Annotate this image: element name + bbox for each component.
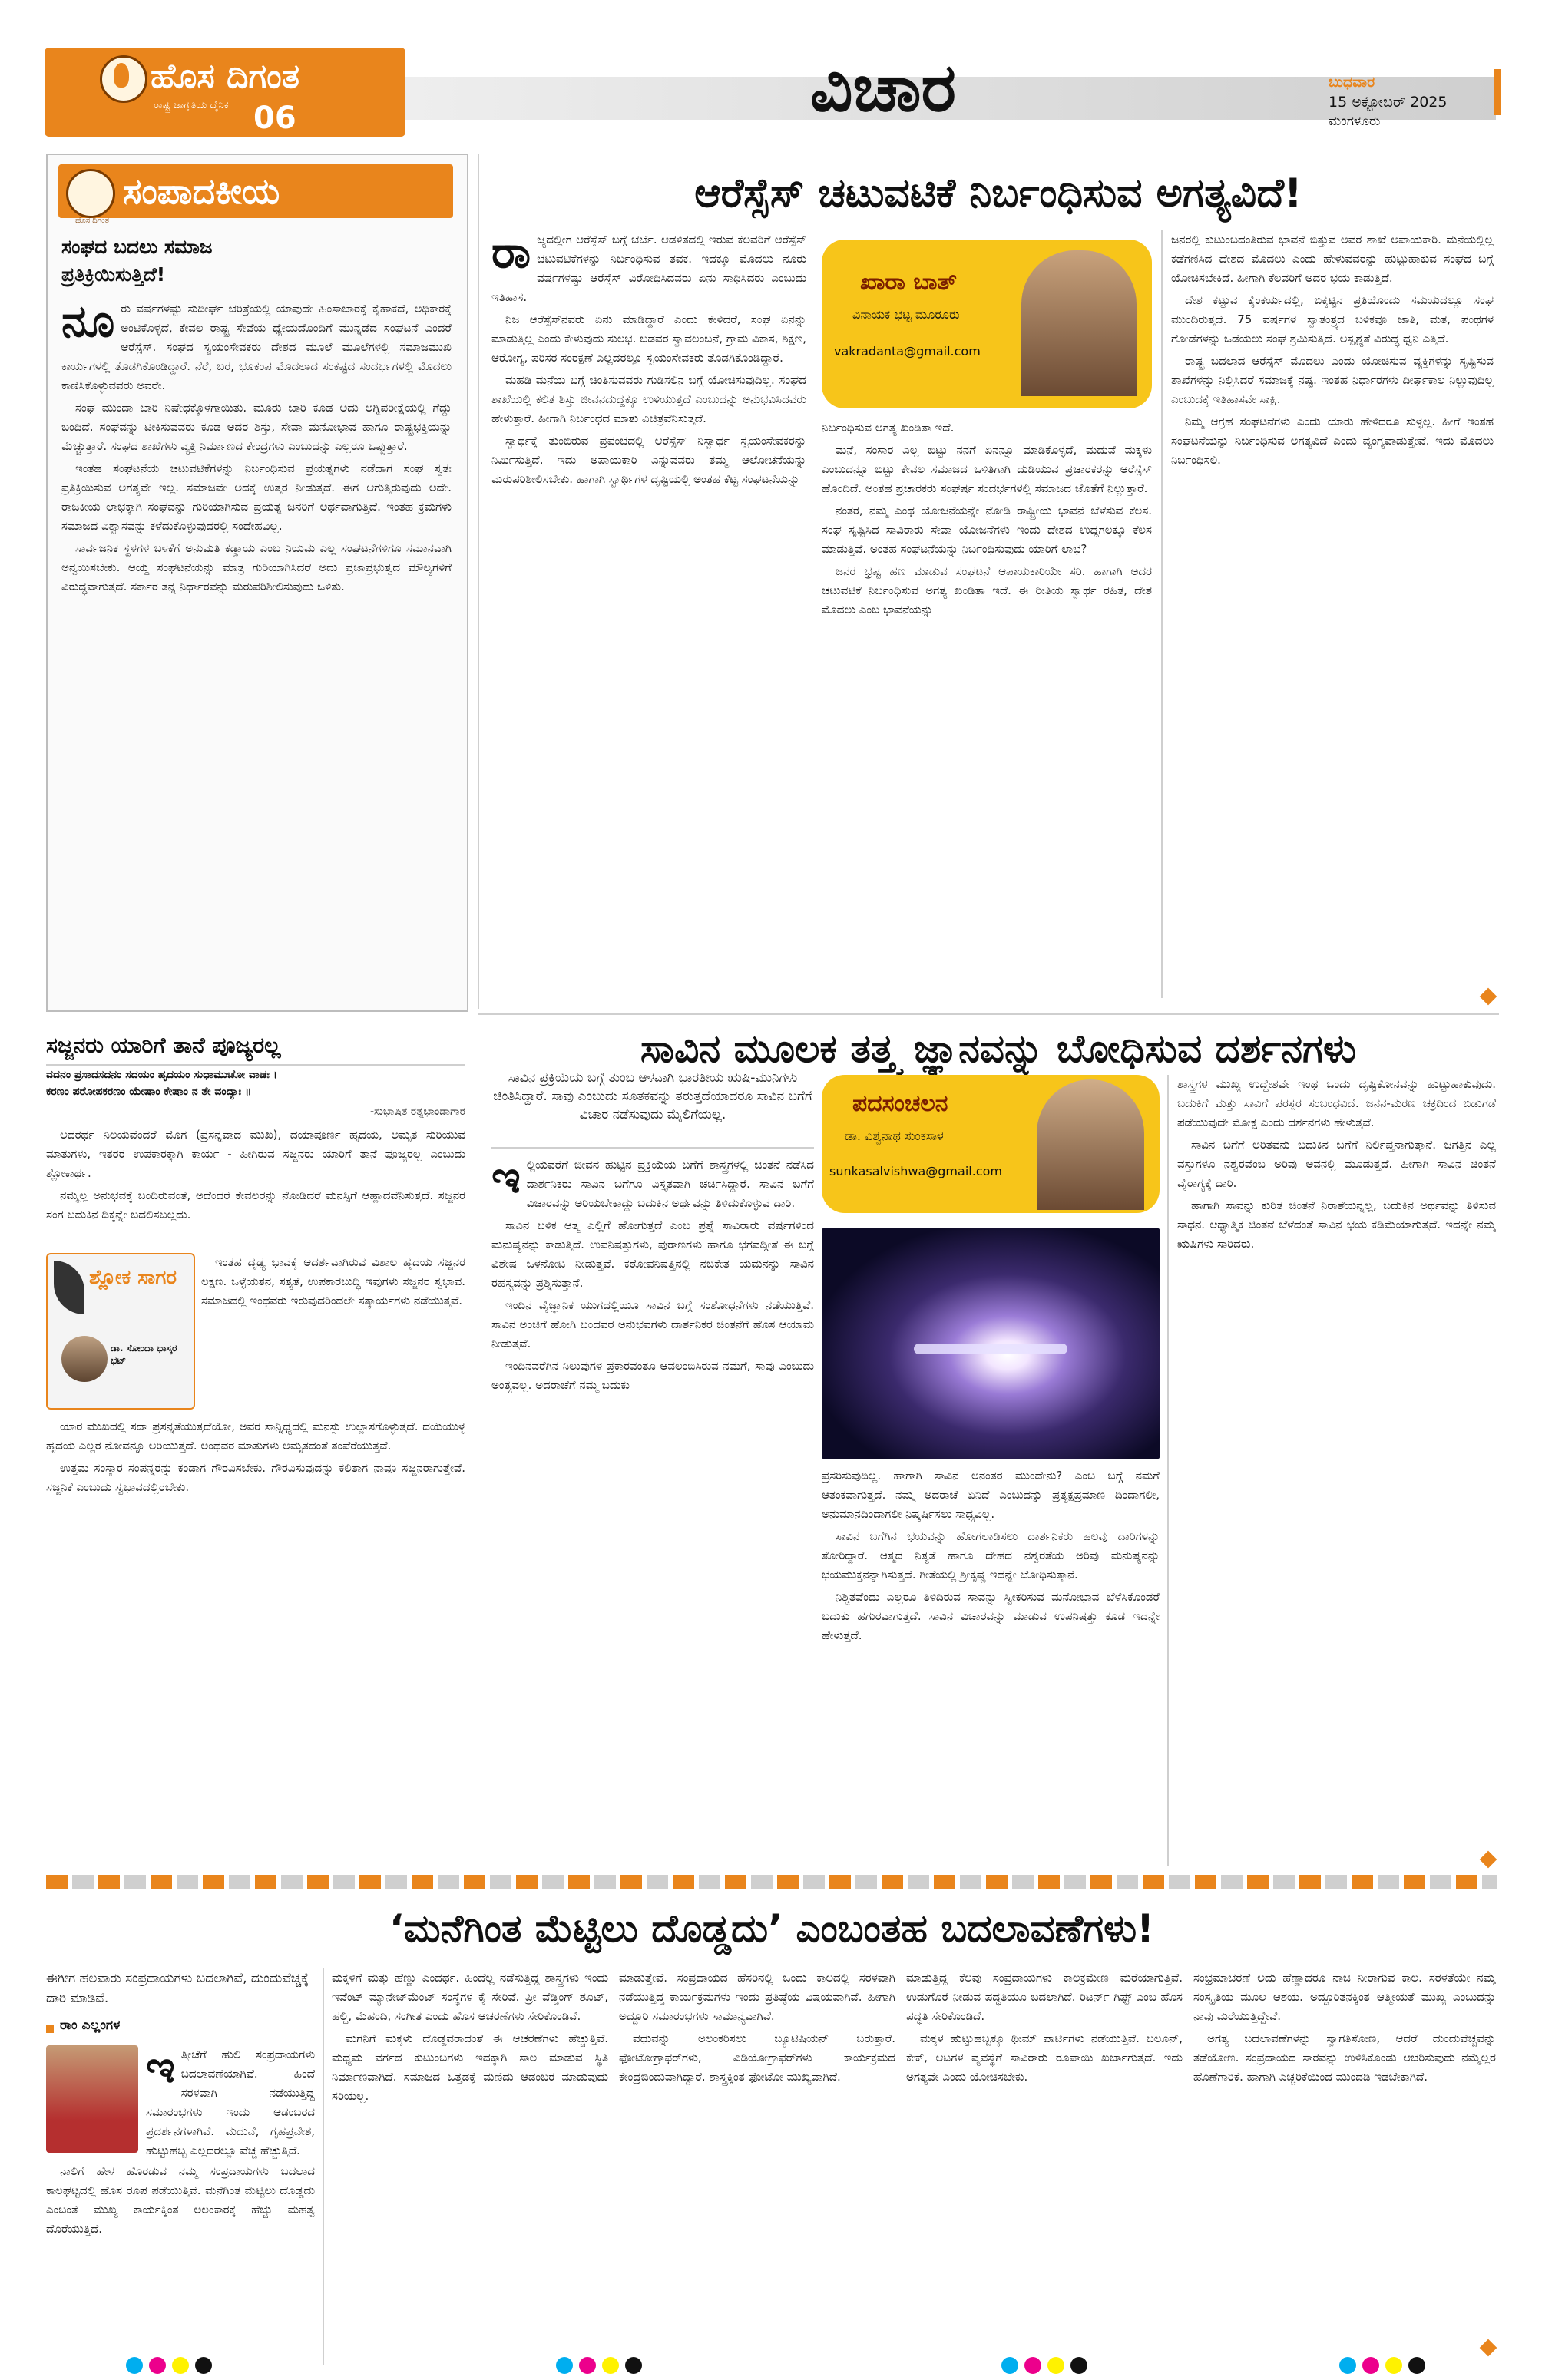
shloka-title: ಸಜ್ಜನರು ಯಾರಿಗೆ ತಾನೆ ಪೂಜ್ಯರಲ್ಲ	[46, 1033, 281, 1058]
second-paragraph: ಶಾಸ್ತ್ರಗಳ ಮುಖ್ಯ ಉದ್ದೇಶವೇ ಇಂಥ ಒಂದು ದೃಷ್ಟಿಕೋನವನ್ನು ಹುಟ್ಟುಹಾಕುವುದು. ಬದುಕಿಗೆ ಮತ್ತು ಸಾವಿಗೆ ಪರಸ್ಪರ ಸಂಬಂಧವಿದೆ. ಜನನ-ಮರಣ ಚಕ್ರದಿಂದ ಬಿಡುಗಡೆ ಪಡೆಯುವುದೇ ಮೋಕ್ಷ ಎಂದು ದರ್ಶನಗಳು ಹೇಳುತ್ತವೆ.	[1177, 1077, 1496, 1129]
brand-name: ಹೊಸ ದಿಗಂತ	[151, 57, 300, 96]
page-number: 06	[253, 101, 296, 136]
bottom-col-1	[46, 2162, 315, 2365]
lead-paragraph: ನಿಮ್ಮ ಆಗ್ರಹ ಸಂಘಟನೆಗಳು ಎಂದು ಯಾರು ಹೇಳಿದರೂ ಸುಳ್ಳಲ್ಲ. ಹೀಗೆ ಇಂತಹ ಸಂಘಟನೆಯನ್ನು ನಿರ್ಬಂಧಿಸುವ ಅಗತ್ಯವಿದೆ ಎಂದು ವ್ಯಂಗ್ಯವಾಡುತ್ತೇವೆ. ಇದು ಮೊದಲು ನಿರ್ಬಂಧಿಸಲಿ.	[1171, 415, 1494, 467]
bottom-paragraph: ಅಗತ್ಯ ಬದಲಾವಣೆಗಳನ್ನು ಸ್ವಾಗತಿಸೋಣ, ಆದರೆ ದುಂದುವೆಚ್ಚವನ್ನು ತಡೆಯೋಣ. ಸಂಪ್ರದಾಯದ ಸಾರವನ್ನು ಉಳಿಸಿಕೊಂಡು ಆಚರಿಸುವುದು ನಮ್ಮೆಲ್ಲರ ಹೊಣೆಗಾರಿಕೆ. ಹಾಗಾಗಿ ಎಚ್ಚರಿಕೆಯಿಂದ ಮುಂದಡಿ ಇಡಬೇಕಾಗಿದೆ.	[1193, 2031, 1496, 2084]
lead-paragraph: ನಿರ್ಬಂಧಿಸುವ ಅಗತ್ಯ ಖಂಡಿತಾ ಇದೆ.	[822, 421, 955, 435]
second-col-1	[491, 1155, 814, 1866]
lead-paragraph: ನಿಜ ಆರೆಸ್ಸೆಸ್‌ನವರು ಏನು ಮಾಡಿದ್ದಾರೆ ಎಂದು ಕೇಳಿದರೆ, ಸಂಘ ಏನನ್ನು ಮಾಡುತ್ತಿಲ್ಲ ಎಂದು ಕೇಳುವುದು ಸುಲಭ. ಬಡವರ ಸ್ವಾವಲಂಬನೆ, ಗ್ರಾಮ ವಿಕಾಸ, ಶಿಕ್ಷಣ, ಆರೋಗ್ಯ, ಪರಿಸರ ಸಂರಕ್ಷಣೆ ಎಲ್ಲದರಲ್ಲೂ ಸ್ವಯಂಸೇವಕರು ತೊಡಗಿಕೊಂಡಿದ್ದಾರೆ.	[491, 312, 806, 365]
shloka-author: ಡಾ. ಸೋಂದಾ ಭಾಸ್ಕರ ಭಟ್	[111, 1343, 177, 1366]
bottom-paragraph: ಮಕ್ಕಳ ಹುಟ್ಟುಹಬ್ಬಕ್ಕೂ ಥೀಮ್ ಪಾರ್ಟಿಗಳು ನಡೆಯುತ್ತಿವೆ. ಬಲೂನ್, ಕೇಕ್, ಆಟಗಳ ವ್ಯವಸ್ಥೆಗೆ ಸಾವಿರಾರು ರೂಪಾಯಿ ಖರ್ಚಾಗುತ್ತದೆ. ಇದು ಅಗತ್ಯವೇ ಎಂದು ಯೋಚಿಸಬೇಕು.	[906, 2031, 1183, 2084]
yellow-dot	[602, 2357, 619, 2374]
editorial-logo-icon	[66, 169, 115, 218]
magenta-dot	[579, 2357, 596, 2374]
shloka-paragraph: ಉತ್ತಮ ಸಂಸ್ಕಾರ ಸಂಪನ್ನರನ್ನು ಕಂಡಾಗ ಗೌರವಿಸಬೇಕು. ಗೌರವಿಸುವುದನ್ನು ಕಲಿತಾಗ ನಾವೂ ಸಜ್ಜನರಾಗುತ್ತೇವೆ. ಸಜ್ಜನಿಕೆ ಎಂಬುದು ಸ್ವಭಾವದಲ್ಲಿರಬೇಕು.	[46, 1461, 465, 1494]
shloka-source: -ಸುಭಾಷಿತ ರತ್ನಭಾಂಡಾಗಾರ	[369, 1106, 465, 1118]
columnist-name: ಡಾ. ವಿಶ್ವನಾಥ ಸುಂಕಸಾಳ	[845, 1129, 944, 1143]
bottom-headline: ‘ಮನೆಗಿಂತ ಮೆಟ್ಟಿಲು ದೊಡ್ಡದು’ ಎಂಬಂತಹ ಬದಲಾವಣೆಗಳು!	[389, 1906, 1154, 1951]
second-deck: ಸಾವಿನ ಪ್ರಕ್ರಿಯೆಯ ಬಗ್ಗೆ ತುಂಬ ಆಳವಾಗಿ ಭಾರತೀಯ ಋಷಿ-ಮುನಿಗಳು ಚಿಂತಿಸಿದ್ದಾರೆ. ಸಾವು ಎಂಬುದು ಸೂತಕವನ್ನು ತರುತ್ತದೆಯಾದರೂ ಸಾವಿನ ಬಗೆಗೆ ವಿಚಾರ ನಡೆಸುವುದು ಮೈಲಿಗೆಯಲ್ಲ.	[493, 1070, 812, 1122]
yellow-dot	[1385, 2357, 1402, 2374]
cyan-dot	[1339, 2357, 1356, 2374]
editorial-label: ಸಂಪಾದಕೀಯ	[123, 170, 280, 212]
editorial-paragraph: ಸಾರ್ವಜನಿಕ ಸ್ಥಳಗಳ ಬಳಕೆಗೆ ಅನುಮತಿ ಕಡ್ಡಾಯ ಎಂಬ ನಿಯಮ ಎಲ್ಲ ಸಂಘಟನೆಗಳಿಗೂ ಸಮಾನವಾಗಿ ಅನ್ವಯಿಸಬೇಕು. ಆಯ್ದ ಸಂಘಟನೆಯನ್ನು ಮಾತ್ರ ಗುರಿಯಾಗಿಸಿದರೆ ಅದು ಪ್ರಜಾಪ್ರಭುತ್ವದ ಮೌಲ್ಯಗಳಿಗೆ ವಿರುದ್ಧವಾಗುತ್ತದೆ. ಸರ್ಕಾರ ತನ್ನ ನಿರ್ಧಾರವನ್ನು ಮರುಪರಿಶೀಲಿಸುವುದು ಒಳಿತು.	[61, 541, 452, 593]
lead-col-3	[1171, 230, 1494, 998]
bottom-col-3	[619, 1968, 895, 2365]
bottom-paragraph: ಮಕ್ಕಳಿಗೆ ಮತ್ತು ಹೆಣ್ಣು ಎಂದರ್ಥ. ಹಿಂದೆಲ್ಲ ನಡೆಸುತ್ತಿದ್ದ ಶಾಸ್ತ್ರಗಳು ಇಂದು ಇವೆಂಟ್ ಮ್ಯಾನೇಜ್‌ಮೆಂಟ್ ಸಂಸ್ಥೆಗಳ ಕೈ ಸೇರಿವೆ. ಪ್ರೀ ವೆಡ್ಡಿಂಗ್ ಶೂಟ್, ಹಲ್ದಿ, ಮೆಹಂದಿ, ಸಂಗೀತ ಎಂದು ಹೊಸ ಆಚರಣೆಗಳು ಸೇರಿಕೊಂಡಿವೆ.	[332, 1971, 608, 2023]
lead-paragraph: ಜನರ ಭ್ರಷ್ಟ ಹಣ ಮಾಡುವ ಸಂಘಟನೆ ಆಪಾಯಕಾರಿಯೇ ಸರಿ. ಹಾಗಾಗಿ ಅದರ ಚಟುವಟಿಕೆ ನಿರ್ಬಂಧಿಸುವ ಅಗತ್ಯ ಖಂಡಿತಾ ಇದೆ. ಈ ರೀತಿಯ ಸ್ವಾರ್ಥ ರಹಿತ, ದೇಶ ಮೊದಲು ಎಂಬ ಭಾವನೆಯನ್ನು	[822, 564, 1152, 616]
lead-paragraph: ಸ್ವಾರ್ಥಕ್ಕೆ ತುಂಬಿರುವ ಪ್ರಪಂಚದಲ್ಲಿ ಆರೆಸ್ಸೆಸ್ ನಿಸ್ವಾರ್ಥ ಸ್ವಯಂಸೇವಕರನ್ನು ನಿರ್ಮಿಸುತ್ತಿದೆ. ಇದು ಅಪಾಯಕಾರಿ ಎನ್ನುವವರು ತಮ್ಮ ಆಲೋಚನೆಯನ್ನು ಮರುಪರಿಶೀಲಿಸಬೇಕು. ಹಾಗಾಗಿ ಸ್ವಾರ್ಥಿಗಳ ದೃಷ್ಟಿಯಲ್ಲಿ ಅಂತಹ ಕೆಟ್ಟ ಸಂಘಟನೆಯನ್ನು	[491, 434, 806, 486]
bottom-divider-bar	[46, 1875, 1497, 1889]
bottom-col-1-side	[146, 2045, 315, 2160]
second-paragraph: ಇಂದಿನವರೆಗಿನ ನಿಲುವುಗಳ ಪ್ರಕಾರವಂತೂ ಆವಲಂಬಿಸಿರುವ ನಮಗೆ, ಸಾವು ಎಂಬುದು ಅಂತ್ಯವಲ್ಲ. ಅದರಾಚೆಗೆ ನಮ್ಮ ಬದುಕು	[491, 1359, 814, 1392]
shloka-paragraph: ಯಾರ ಮುಖದಲ್ಲಿ ಸದಾ ಪ್ರಸನ್ನತೆಯುತ್ತದೆಯೋ, ಅವರ ಸಾನ್ನಿಧ್ಯದಲ್ಲಿ ಮನಸ್ಸು ಉಲ್ಲಾಸಗೊಳ್ಳುತ್ತದೆ. ದಯೆಯುಳ್ಳ ಹೃದಯ ಎಲ್ಲರ ನೋವನ್ನೂ ಅರಿಯುತ್ತದೆ. ಅಂಥವರ ಮಾತುಗಳು ಅಮೃತದಂತೆ ತಂಪೆರೆಯುತ್ತವೆ.	[46, 1420, 465, 1453]
columnist-email: sunkasalvishwa@gmail.com	[829, 1164, 1002, 1178]
bottom-paragraph: ವಧುವನ್ನು ಅಲಂಕರಿಸಲು ಬ್ಯೂಟಿಷಿಯನ್ ಬರುತ್ತಾರೆ. ಫೋಟೋಗ್ರಾಫರ್‌ಗಳು, ವಿಡಿಯೋಗ್ರಾಫರ್‌ಗಳು ಕಾರ್ಯಕ್ರಮದ ಕೇಂದ್ರಬಿಂದುವಾಗಿದ್ದಾರೆ. ಶಾಸ್ತ್ರಕ್ಕಿಂತ ಫೋಟೋ ಮುಖ್ಯವಾಗಿದೆ.	[619, 2031, 895, 2084]
lead-dropcap: ರಾ	[491, 230, 531, 278]
registration-marks	[998, 2357, 1152, 2377]
lead-paragraph: ನಂತರ, ನಮ್ಮ ಎಂಥ ಯೋಜನೆಯನ್ನೇ ನೋಡಿ ರಾಷ್ಟ್ರೀಯ ಭಾವನೆ ಬೆಳೆಸುವ ಕೆಲಸ. ಸಂಘ ಸೃಷ್ಟಿಸಿದ ಸಾವಿರಾರು ಸೇವಾ ಯೋಜನೆಗಳು ಇಂದು ದೇಶದ ಉದ್ದಗಲಕ್ಕೂ ಕೆಲಸ ಮಾಡುತ್ತಿವೆ. ಅಂತಹ ಸಂಘಟನೆಯನ್ನು ನಿರ್ಬಂಧಿಸುವುದು ಯಾರಿಗೆ ಲಾಭ?	[822, 504, 1152, 556]
bottom-paragraph: ತ್ತೀಚೆಗೆ ಹುಲಿ ಸಂಪ್ರದಾಯಗಳು ಬದಲಾವಣೆಯಾಗಿವೆ. ಹಿಂದೆ ಸರಳವಾಗಿ ನಡೆಯುತ್ತಿದ್ದ ಸಮಾರಂಭಗಳು ಇಂದು ಆಡಂಬರದ ಪ್ರದರ್ಶನಗಳಾಗಿವೆ. ಮದುವೆ, ಗೃಹಪ್ರವೇಶ, ಹುಟ್ಟುಹಬ್ಬ ಎಲ್ಲದರಲ್ಲೂ ವೆಚ್ಚ ಹೆಚ್ಚುತ್ತಿದೆ.	[146, 2048, 315, 2157]
magenta-dot	[1362, 2357, 1379, 2374]
registration-marks	[553, 2357, 706, 2377]
bottom-paragraph: ಮಾಡುತ್ತಿದ್ದ ಕೆಲವು ಸಂಪ್ರದಾಯಗಳು ಕಾಲಕ್ರಮೇಣ ಮರೆಯಾಗುತ್ತಿವೆ. ಉಡುಗೊರೆ ನೀಡುವ ಪದ್ಧತಿಯೂ ಬದಲಾಗಿದೆ. ರಿಟರ್ನ್ ಗಿಫ್ಟ್ ಎಂಬ ಹೊಸ ಪದ್ಧತಿ ಸೇರಿಕೊಂಡಿದೆ.	[906, 1971, 1183, 2023]
bottom-paragraph: ನಾಲಿಗೆ ಹೇಳ ಹೊರಡುವ ನಮ್ಮ ಸಂಪ್ರದಾಯಗಳು ಬದಲಾದ ಕಾಲಘಟ್ಟದಲ್ಲಿ ಹೊಸ ರೂಪ ಪಡೆಯುತ್ತಿವೆ. ಮನೆಗಿಂತ ಮೆಟ್ಟಿಲು ದೊಡ್ಡದು ಎಂಬಂತೆ ಮುಖ್ಯ ಕಾರ್ಯಕ್ಕಿಂತ ಅಲಂಕಾರಕ್ಕೆ ಹೆಚ್ಚು ಮಹತ್ವ ದೊರೆಯುತ್ತಿದೆ.	[46, 2164, 315, 2236]
divider	[478, 154, 479, 1009]
editorial-logo-caption: ಹೊಸ ದಿಗಂತ	[75, 217, 109, 225]
bottom-col-4	[906, 1968, 1183, 2365]
second-dropcap: ಇ	[491, 1155, 521, 1203]
black-dot	[1408, 2357, 1425, 2374]
bottom-dropcap: ಇ	[146, 2045, 175, 2093]
lead-paragraph: ರಾಷ್ಟ್ರ ಬದಲಾದ ಆರೆಸ್ಸೆಸ್ ಮೊದಲು ಎಂದು ಯೋಚಿಸುವ ವ್ಯಕ್ತಿಗಳನ್ನು ಸೃಷ್ಟಿಸುವ ಶಾಖೆಗಳನ್ನು ನಿಲ್ಲಿಸಿದರೆ ಸಮಾಜಕ್ಕೆ ನಷ್ಟ. ಇಂತಹ ನಿರ್ಧಾರಗಳು ದೀರ್ಘಕಾಲ ನಿಲ್ಲುವುದಿಲ್ಲ ಎಂಬುದಕ್ಕೆ ಇತಿಹಾಸವೇ ಸಾಕ್ಷಿ.	[1171, 354, 1494, 406]
bottom-author-avatar	[46, 2045, 138, 2153]
shloka-side-text	[201, 1253, 465, 1411]
bottom-author: ರಾಂ ಎಲ್ಲಂಗಳ	[60, 2018, 121, 2033]
shloka-paragraph: ಅದರರ್ಥ ನಿಲಯವೆಂದರೆ ಮೊಗ (ಪ್ರಸನ್ನವಾದ ಮುಖ), ದಯಾಪೂರ್ಣ ಹೃದಯ, ಅಮೃತ ಸುರಿಯುವ ಮಾತುಗಳು, ಇತರರ ಉಪಕಾರಕ್ಕಾಗಿ ಕಾರ್ಯ - ಹೀಗಿರುವ ಸಜ್ಜನರು ಯಾರಿಗೆ ತಾನೆ ಪೂಜ್ಯರಲ್ಲ ಎಂಬುದು ಶ್ಲೋಕಾರ್ಥ.	[46, 1128, 465, 1180]
divider	[1167, 1075, 1169, 1866]
second-paragraph: ಸಾವಿನ ಬಗೆಗೆ ಅರಿತವನು ಬದುಕಿನ ಬಗೆಗೆ ನಿರ್ಲಿಪ್ತನಾಗುತ್ತಾನೆ. ಜಗತ್ತಿನ ಎಲ್ಲ ವಸ್ತುಗಳೂ ನಶ್ವರವೆಂಬ ಅರಿವು ಅವನಲ್ಲಿ ಮೂಡುತ್ತದೆ. ಹೀಗಾಗಿ ಸಾವಿನ ಚಿಂತನೆ ವೈರಾಗ್ಯಕ್ಕೆ ದಾರಿ.	[1177, 1138, 1496, 1190]
editorial-title: ಸಂಘದ ಬದಲು ಸಮಾಜ ಪ್ರತಿಕ್ರಿಯಿಸುತ್ತಿದೆ!	[61, 236, 213, 286]
divider	[323, 1968, 324, 2365]
lead-col-1	[491, 230, 806, 998]
shloka-author-avatar	[61, 1336, 108, 1382]
magenta-dot	[1024, 2357, 1041, 2374]
magenta-dot	[149, 2357, 166, 2374]
editorial-body	[61, 299, 452, 998]
editorial-paragraph: ಇಂತಹ ಸಂಘಟನೆಯ ಚಟುವಟಿಕೆಗಳನ್ನು ನಿರ್ಬಂಧಿಸುವ ಪ್ರಯತ್ನಗಳು ನಡೆದಾಗ ಸಂಘ ಸ್ವತಃ ಪ್ರತಿಕ್ರಿಯಿಸುವ ಅಗತ್ಯವೇ ಇಲ್ಲ. ಸಮಾಜವೇ ಅದಕ್ಕೆ ಉತ್ತರ ನೀಡುತ್ತದೆ. ಈಗ ಆಗುತ್ತಿರುವುದು ಅದೇ. ರಾಜಕೀಯ ಲಾಭಕ್ಕಾಗಿ ಸಂಘವನ್ನು ಗುರಿಯಾಗಿಸುವ ಪ್ರಯತ್ನ ಜನರಿಗೆ ಅರ್ಥವಾಗುತ್ತಿದೆ. ಇಂತಹ ಕ್ರಮಗಳು ಸಮಾಜದ ವಿಶ್ವಾಸವನ್ನು ಕಳೆದುಕೊಳ್ಳುವುದರಲ್ಲಿ ಸಂದೇಹವಿಲ್ಲ.	[61, 461, 452, 533]
lead-paragraph: ಜ್ಯದಲ್ಲೀಗ ಆರೆಸ್ಸೆಸ್ ಬಗ್ಗೆ ಚರ್ಚೆ. ಆಡಳಿತದಲ್ಲಿ ಇರುವ ಕೆಲವರಿಗೆ ಆರೆಸ್ಸೆಸ್ ಚಟುವಟಿಕೆಗಳನ್ನು ನಿರ್ಬಂಧಿಸುವ ತವಕ. ಇದಕ್ಕೂ ಮೊದಲು ನೂರು ವರ್ಷಗಳಷ್ಟು ಆರೆಸ್ಸೆಸ್ ವಿರೋಧಿಸಿದವರು ಏನು ಸಾಧಿಸಿದರು ಎಂಬುದು ಇತಿಹಾಸ.	[491, 233, 806, 304]
bottom-col-5	[1193, 1968, 1496, 2365]
date-full: 15 ಅಕ್ಟೋಬರ್ 2025	[1329, 94, 1448, 111]
brand-tagline: ರಾಷ್ಟ್ರ ಜಾಗೃತಿಯ ದೈನಿಕ	[154, 100, 229, 111]
columnist-avatar	[1021, 250, 1137, 396]
yellow-dot	[172, 2357, 189, 2374]
shloka-body	[46, 1417, 465, 1870]
second-col-2	[822, 1466, 1160, 1866]
section-title: ವಿಚಾರ	[809, 50, 957, 127]
photo-figure	[914, 1344, 1067, 1354]
masthead-orange-strip	[1494, 69, 1501, 115]
divider	[491, 1147, 814, 1149]
bottom-paragraph: ಮಗನಿಗೆ ಮಕ್ಕಳು ದೊಡ್ಡವರಾದಂತೆ ಈ ಆಚರಣೆಗಳು ಹೆಚ್ಚುತ್ತಿವೆ. ಮಧ್ಯಮ ವರ್ಗದ ಕುಟುಂಬಗಳು ಇದಕ್ಕಾಗಿ ಸಾಲ ಮಾಡುವ ಸ್ಥಿತಿ ನಿರ್ಮಾಣವಾಗಿದೆ. ಸಮಾಜದ ಒತ್ತಡಕ್ಕೆ ಮಣಿದು ಆಡಂಬರ ಮಾಡುವುದು ಸರಿಯಲ್ಲ.	[332, 2031, 608, 2103]
brand-logo-flame	[114, 63, 129, 88]
lead-paragraph: ಮನೆ, ಸಂಸಾರ ಎಲ್ಲ ಬಿಟ್ಟು ನನಗೆ ಏನನ್ನೂ ಮಾಡಿಕೊಳ್ಳದೆ, ಮದುವೆ ಮಕ್ಕಳು ಎಂಬುದನ್ನೂ ಬಿಟ್ಟು ಕೇವಲ ಸಮಾಜದ ಒಳಿತಿಗಾಗಿ ದುಡಿಯುವ ಪ್ರಚಾರಕರನ್ನು ಆರೆಸ್ಸೆಸ್ ಹೊಂದಿದೆ. ಅಂತಹ ಪ್ರಚಾರಕರು ಸಂಘರ್ಷ ಸಂದರ್ಭಗಳಲ್ಲಿ ಸಮಾಜದ ಜೊತೆಗೆ ನಿಲ್ಲುತ್ತಾರೆ.	[822, 443, 1152, 495]
date-day: ಬುಧವಾರ	[1329, 74, 1375, 91]
second-paragraph: ಸಾವಿನ ಬಳಿಕ ಆತ್ಮ ಎಲ್ಲಿಗೆ ಹೋಗುತ್ತದೆ ಎಂಬ ಪ್ರಶ್ನೆ ಸಾವಿರಾರು ವರ್ಷಗಳಿಂದ ಮನುಷ್ಯನನ್ನು ಕಾಡುತ್ತಿದೆ. ಉಪನಿಷತ್ತುಗಳು, ಪುರಾಣಗಳು ಹಾಗೂ ಭಗವದ್ಗೀತೆ ಈ ಬಗ್ಗೆ ವಿಶೇಷ ಒಳನೋಟ ನೀಡುತ್ತವೆ. ಕಠೋಪನಿಷತ್ತಿನಲ್ಲಿ ನಚಿಕೇತ ಯಮನನ್ನು ಸಾವಿನ ರಹಸ್ಯವನ್ನು ಪ್ರಶ್ನಿಸುತ್ತಾನೆ.	[491, 1218, 814, 1290]
second-headline: ಸಾವಿನ ಮೂಲಕ ತತ್ತ್ವ ಜ್ಞಾನವನ್ನು ಬೋಧಿಸುವ ದರ್ಶನಗಳು	[640, 1026, 1357, 1071]
columnist-avatar	[1037, 1079, 1144, 1210]
columnist-email: vakradanta@gmail.com	[834, 344, 981, 359]
shloka-intro	[46, 1126, 465, 1245]
lead-headline: ಆರೆಸ್ಸೆಸ್ ಚಟುವಟಿಕೆ ನಿರ್ಬಂಧಿಸುವ ಅಗತ್ಯವಿದೆ!	[694, 170, 1302, 217]
divider	[46, 1064, 465, 1066]
bottom-col-2	[332, 1968, 608, 2365]
column-label: ಖಾರಾ ಬಾತ್	[860, 269, 958, 296]
bottom-paragraph: ಸಂಭ್ರಮಾಚರಣೆ ಅದು ಹೆಣ್ಣಾದರೂ ನಾಚಿ ನೀರಾಗುವ ಕಾಲ. ಸರಳತೆಯೇ ನಮ್ಮ ಸಂಸ್ಕೃತಿಯ ಮೂಲ ಆಶಯ. ಅದ್ದೂರಿತನಕ್ಕಿಂತ ಆತ್ಮೀಯತೆ ಮುಖ್ಯ ಎಂಬುದನ್ನು ನಾವು ಮರೆಯುತ್ತಿದ್ದೇವೆ.	[1193, 1971, 1496, 2023]
lead-paragraph: ದೇಶ ಕಟ್ಟುವ ಕೈಂಕರ್ಯದಲ್ಲಿ, ಬಿಕ್ಕಟ್ಟಿನ ಪ್ರತಿಯೊಂದು ಸಮಯದಲ್ಲೂ ಸಂಘ ಮುಂದಿರುತ್ತದೆ. 75 ವರ್ಷಗಳ ಸ್ವಾತಂತ್ರ್ಯದ ಬಳಿಕವೂ ಜಾತಿ, ಮತ, ಪಂಥಗಳ ಗೋಡೆಗಳನ್ನು ಒಡೆಯಲು ಸಂಘ ಶ್ರಮಿಸುತ್ತಿದೆ. ಅಸ್ಪೃಶ್ಯತೆ ವಿರುದ್ಧ ಧ್ವನಿ ಎತ್ತಿದೆ.	[1171, 293, 1494, 345]
yellow-dot	[1047, 2357, 1064, 2374]
lead-col-2	[822, 418, 1152, 998]
column-label: ಪದಸಂಚಲನ	[852, 1090, 948, 1117]
lead-paragraph: ಮಹಡಿ ಮನೆಯ ಬಗ್ಗೆ ಚಿಂತಿಸುವವರು ಗುಡಿಸಲಿನ ಬಗ್ಗೆ ಯೋಚಿಸುವುದಿಲ್ಲ. ಸಂಘದ ಶಾಖೆಯಲ್ಲಿ ಕಲಿತ ಶಿಸ್ತು ಜೀವನದುದ್ದಕ್ಕೂ ಉಳಿಯುತ್ತದೆ ಎಂಬುದನ್ನು ಅನುಭವಿಸಿದವರು ಹೇಳುತ್ತಾರೆ. ಹೀಗಾಗಿ ನಿರ್ಬಂಧದ ಮಾತು ವಿಚಿತ್ರವೆನಿಸುತ್ತದೆ.	[491, 373, 806, 425]
black-dot	[1070, 2357, 1087, 2374]
cyan-dot	[126, 2357, 143, 2374]
shloka-verse-1: ವದನಂ ಪ್ರಸಾದಸದನಂ ಸದಯಂ ಹೃದಯಂ ಸುಧಾಮುಚೋ ವಾಚಃ ।	[46, 1069, 278, 1081]
second-paragraph: ನಿಶ್ಚಿತವೆಂದು ಎಲ್ಲರೂ ತಿಳಿದಿರುವ ಸಾವನ್ನು ಸ್ವೀಕರಿಸುವ ಮನೋಭಾವ ಬೆಳೆಸಿಕೊಂಡರೆ ಬದುಕು ಹಗುರವಾಗುತ್ತದೆ. ಸಾವಿನ ವಿಚಾರವನ್ನು ಮಾಡುವ ಉಪನಿಷತ್ತು ಕೂಡ ಇದನ್ನೇ ಹೇಳುತ್ತದೆ.	[822, 1590, 1160, 1642]
second-paragraph: ಲ್ಲಿಯವರೆಗೆ ಜೀವನ ಹುಟ್ಟಿನ ಪ್ರಕ್ರಿಯೆಯ ಬಗೆಗೆ ಶಾಸ್ತ್ರಗಳಲ್ಲಿ ಚಿಂತನೆ ನಡೆಸಿದ ದಾರ್ಶನಿಕರು ಸಾವಿನ ಬಗೆಗೂ ವಿಸ್ತೃತವಾಗಿ ಚರ್ಚಿಸಿದ್ದಾರೆ. ಸಾವಿನ ಬಗೆಗೆ ವಿಚಾರವನ್ನು ಅರಿಯಬೇಕಾದ್ದು ಬದುಕಿನ ಅರ್ಥವನ್ನು ತಿಳಿದುಕೊಳ್ಳುವ ದಾರಿ.	[526, 1158, 814, 1210]
masthead	[0, 0, 1542, 146]
second-paragraph: ಹಾಗಾಗಿ ಸಾವನ್ನು ಕುರಿತ ಚಿಂತನೆ ನಿರಾಶೆಯನ್ನಲ್ಲ, ಬದುಕಿನ ಅರ್ಥವನ್ನು ತಿಳಿಸುವ ಸಾಧನ. ಆಧ್ಯಾತ್ಮಿಕ ಚಿಂತನೆ ಬೆಳೆದಂತೆ ಸಾವಿನ ಭಯ ಕಡಿಮೆಯಾಗುತ್ತದೆ. ಇದನ್ನೇ ನಮ್ಮ ಋಷಿಗಳು ಸಾರಿದರು.	[1177, 1198, 1496, 1251]
author-marker-icon	[46, 2025, 54, 2033]
registration-marks	[1336, 2357, 1490, 2377]
second-paragraph: ಸಾವಿನ ಬಗೆಗಿನ ಭಯವನ್ನು ಹೋಗಲಾಡಿಸಲು ದಾರ್ಶನಿಕರು ಹಲವು ದಾರಿಗಳನ್ನು ತೋರಿದ್ದಾರೆ. ಆತ್ಮದ ನಿತ್ಯತೆ ಹಾಗೂ ದೇಹದ ನಶ್ವರತೆಯ ಅರಿವು ಮನುಷ್ಯನನ್ನು ಭಯಮುಕ್ತನನ್ನಾಗಿಸುತ್ತದೆ. ಗೀತೆಯಲ್ಲಿ ಶ್ರೀಕೃಷ್ಣ ಇದನ್ನೇ ಬೋಧಿಸುತ್ತಾನೆ.	[822, 1529, 1160, 1582]
editorial-dropcap: ನೂ	[61, 299, 115, 347]
divider	[1161, 230, 1163, 998]
shloka-badge-title: ಶ್ಲೋಕ ಸಾಗರ	[89, 1266, 177, 1289]
divider	[478, 1013, 1499, 1015]
shloka-verse-2: ಕರಣಂ ಪರೋಪಕರಣಂ ಯೇಷಾಂ ಕೇಷಾಂ ನ ತೇ ವಂದ್ಯಾಃ ॥	[46, 1086, 252, 1098]
shloka-paragraph: ಇಂತಹ ದೃಢ್ಯ ಭಾವಕ್ಕೆ ಆದರ್ಶವಾಗಿರುವ ವಿಶಾಲ ಹೃದಯ ಸಜ್ಜನರ ಲಕ್ಷಣ. ಒಳ್ಳೆಯತನ, ಸತ್ಯತೆ, ಉಪಕಾರಬುದ್ಧಿ ಇವುಗಳು ಸಜ್ಜನರ ಸ್ವಭಾವ. ಸಮಾಜದಲ್ಲಿ ಇಂಥವರು ಇರುವುದರಿಂದಲೇ ಸತ್ಕಾರ್ಯಗಳು ನಡೆಯುತ್ತವೆ.	[201, 1255, 465, 1307]
editorial-paragraph: ಸಂಘ ಮುಂದಾ ಬಾರಿ ನಿಷೇಧಕ್ಕೊಳಗಾಯಿತು. ಮೂರು ಬಾರಿ ಕೂಡ ಅದು ಅಗ್ನಿಪರೀಕ್ಷೆಯಲ್ಲಿ ಗೆದ್ದು ಬಂದಿದೆ. ಸಂಘವನ್ನು ಟೀಕಿಸುವವರು ಕೂಡ ಅದರ ಶಿಸ್ತು, ಸೇವಾ ಮನೋಭಾವ ಹಾಗೂ ರಾಷ್ಟ್ರಭಕ್ತಿಯನ್ನು ಮೆಚ್ಚುತ್ತಾರೆ. ಸಂಘದ ಶಾಖೆಗಳು ವ್ಯಕ್ತಿ ನಿರ್ಮಾಣದ ಕೇಂದ್ರಗಳು ಎಂಬುದನ್ನು ಎಲ್ಲರೂ ಒಪ್ಪುತ್ತಾರೆ.	[61, 401, 452, 453]
second-paragraph: ಪ್ರಸರಿಸುವುದಿಲ್ಲ. ಹಾಗಾಗಿ ಸಾವಿನ ಅನಂತರ ಮುಂದೇನು? ಎಂಬ ಬಗ್ಗೆ ನಮಗೆ ಆತಂಕವಾಗುತ್ತದೆ. ನಮ್ಮ ಅದರಾಚೆ ಏನಿದೆ ಎಂಬುದನ್ನು ಪ್ರತ್ಯಕ್ಷಪ್ರಮಾಣ ದಿಂದಾಗಲೀ, ಅನುಮಾನದಿಂದಾಗಲೀ ನಿಷ್ಕರ್ಷಿಸಲು ಸಾಧ್ಯವಿಲ್ಲ.	[822, 1469, 1160, 1521]
columnist-name: ವಿನಾಯಕ ಭಟ್ಟ ಮೂರೂರು	[852, 307, 960, 322]
editorial-paragraph: ರು ವರ್ಷಗಳಷ್ಟು ಸುದೀರ್ಘ ಚರಿತ್ರೆಯಲ್ಲಿ ಯಾವುದೇ ಹಿಂಸಾಚಾರಕ್ಕೆ ಕೈಹಾಕದೆ, ಅಧಿಕಾರಕ್ಕೆ ಅಂಟಿಕೊಳ್ಳದೆ, ಕೇವಲ ರಾಷ್ಟ್ರ ಸೇವೆಯ ಧ್ಯೇಯದೊಂದಿಗೆ ಮುನ್ನಡೆದ ಸಂಘಟನೆ ಎಂದರೆ ಆರೆಸ್ಸೆಸ್. ಸಂಘದ ಸ್ವಯಂಸೇವಕರು ದೇಶದ ಮೂಲೆ ಮೂಲೆಗಳಲ್ಲಿ ಸಮಾಜಮುಖಿ ಕಾರ್ಯಗಳಲ್ಲಿ ತೊಡಗಿಕೊಂಡಿದ್ದಾರೆ. ನೆರೆ, ಬರ, ಭೂಕಂಪ ಮೊದಲಾದ ಸಂಕಷ್ಟದ ಸಂದರ್ಭಗಳಲ್ಲಿ ಮೊದಲು ಕಾಣಿಸಿಕೊಳ್ಳುವವರು ಅವರೇ.	[61, 302, 452, 392]
cyan-dot	[1001, 2357, 1018, 2374]
cyan-dot	[556, 2357, 573, 2374]
second-paragraph: ಇಂದಿನ ವೈಜ್ಞಾನಿಕ ಯುಗದಲ್ಲಿಯೂ ಸಾವಿನ ಬಗ್ಗೆ ಸಂಶೋಧನೆಗಳು ನಡೆಯುತ್ತಿವೆ. ಸಾವಿನ ಅಂಚಿಗೆ ಹೋಗಿ ಬಂದವರ ಅನುಭವಗಳು ದಾರ್ಶನಿಕರ ಚಿಂತನೆಗೆ ಹೊಸ ಆಯಾಮ ನೀಡುತ್ತವೆ.	[491, 1298, 814, 1350]
black-dot	[625, 2357, 642, 2374]
black-dot	[195, 2357, 212, 2374]
date-city: ಮಂಗಳೂರು	[1329, 114, 1381, 129]
bottom-deck: ಈಗೀಗ ಹಲವಾರು ಸಂಪ್ರದಾಯಗಳು ಬದಲಾಗಿವೆ, ದುಂದುವೆಚ್ಚಕ್ಕೆ ದಾರಿ ಮಾಡಿವೆ.	[46, 1971, 309, 2006]
second-col-3	[1177, 1075, 1496, 1866]
lead-paragraph: ಜನರಲ್ಲಿ ಕುಟುಂಬದಂತಿರುವ ಭಾವನೆ ಬಿತ್ತುವ ಅವರ ಶಾಖೆ ಅಪಾಯಕಾರಿ. ಮನೆಯಲ್ಲಿಲ್ಲ ಕಡೆಗಣಿಸಿದ ದೇಶದ ಮೊದಲು ಎಂದು ಹೇಳುವವರನ್ನು ಹುಟ್ಟುಹಾಕುವ ಸಂಘದ ಬಗ್ಗೆ ಯೋಚಿಸಬೇಕಿದೆ. ಹೀಗಾಗಿ ಕೆಲವರಿಗೆ ಅದರ ಭಯ ಕಾಡುತ್ತಿದೆ.	[1171, 233, 1494, 285]
registration-marks	[123, 2357, 276, 2377]
shloka-paragraph: ನಮ್ಮೆಲ್ಲ ಅನುಭವಕ್ಕೆ ಬಂದಿರುವಂತೆ, ಅದೆಂದರೆ ಕೇವಲರನ್ನು ನೋಡಿದರೆ ಮನಸ್ಸಿಗೆ ಆಹ್ಲಾದವೆನಿಸುತ್ತದೆ. ಸಜ್ಜನರ ಸಂಗ ಬದುಕಿನ ದಿಕ್ಕನ್ನೇ ಬದಲಿಸಬಲ್ಲದು.	[46, 1188, 465, 1221]
bottom-paragraph: ಮಾಡುತ್ತೇವೆ. ಸಂಪ್ರದಾಯದ ಹೆಸರಿನಲ್ಲಿ ಒಂದು ಕಾಲದಲ್ಲಿ ಸರಳವಾಗಿ ನಡೆಯುತ್ತಿದ್ದ ಕಾರ್ಯಕ್ರಮಗಳು ಇಂದು ಪ್ರತಿಷ್ಠೆಯ ವಿಷಯವಾಗಿವೆ. ಹೀಗಾಗಿ ಅದ್ದೂರಿ ಸಮಾರಂಭಗಳು ಸಾಮಾನ್ಯವಾಗಿವೆ.	[619, 1971, 895, 2023]
